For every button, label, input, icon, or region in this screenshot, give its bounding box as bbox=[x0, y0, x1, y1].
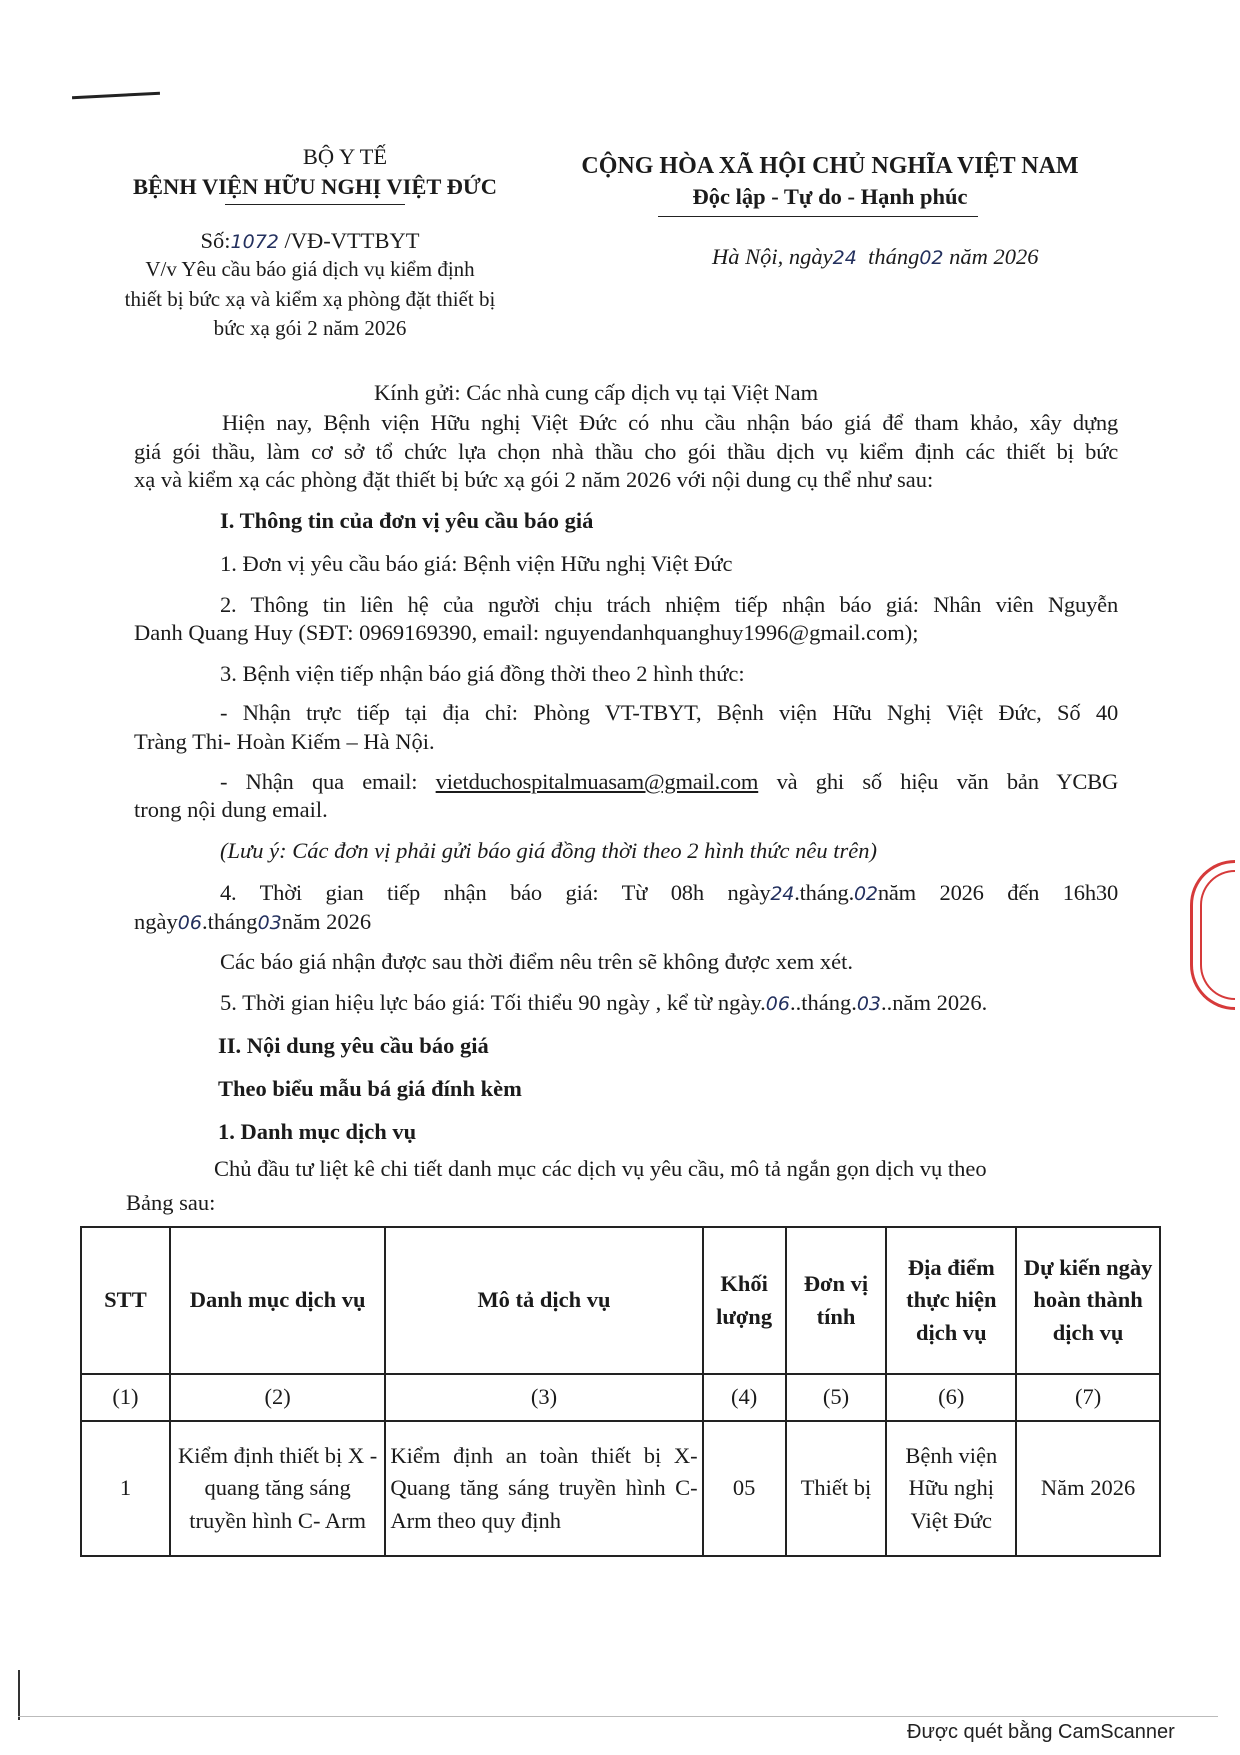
header-cell: Đơn vị tính bbox=[786, 1227, 887, 1374]
country-name: CỘNG HÒA XÃ HỘI CHỦ NGHĨA VIỆT NAM bbox=[581, 153, 1079, 179]
handwritten-day: 24 bbox=[832, 247, 857, 269]
intro-line-1: Hiện nay, Bệnh viện Hữu nghị Việt Đức có nhu cầu nhận báo giá để tham khảo, xây dựng bbox=[222, 410, 1118, 435]
index-cell: (5) bbox=[786, 1374, 887, 1421]
handwritten-number: 1072 bbox=[230, 231, 279, 253]
ministry-name: BỘ Y TẾ bbox=[302, 144, 388, 169]
header-cell: Danh mục dịch vụ bbox=[170, 1227, 386, 1374]
handwritten-month: 02 bbox=[919, 247, 944, 269]
table-header-row bbox=[81, 1227, 1160, 1374]
date-line: Hà Nội, ngày24 tháng02 năm 2026 bbox=[712, 244, 1039, 269]
list-intro: Chủ đầu tư liệt kê chi tiết danh mục các dịch vụ yêu cầu, mô tả ngắn gọn dịch vụ theo bbox=[214, 1156, 987, 1181]
hospital-underline bbox=[225, 204, 405, 205]
index-cell: (6) bbox=[886, 1374, 1016, 1421]
handwritten-month: 02 bbox=[854, 883, 878, 905]
scan-mark bbox=[72, 92, 160, 100]
header-cell: Khối lượng bbox=[703, 1227, 786, 1374]
cell-service: Kiểm định thiết bị X - quang tăng sáng truyền hình C- Arm bbox=[170, 1421, 386, 1556]
subsection-1-heading: 1. Danh mục dịch vụ bbox=[218, 1119, 417, 1144]
camscanner-watermark: Được quét bằng CamScanner bbox=[907, 1721, 1175, 1743]
item-2-line-1: 2. Thông tin liên hệ của người chịu trách nhiệm tiếp nhận báo giá: Nhân viên Nguyễn bbox=[220, 592, 1118, 617]
motto: Độc lập - Tự do - Hạnh phúc bbox=[692, 184, 968, 209]
cell-completion: Năm 2026 bbox=[1016, 1421, 1160, 1556]
index-cell: (3) bbox=[385, 1374, 702, 1421]
cell-unit: Thiết bị bbox=[786, 1421, 887, 1556]
list-intro-2: Bảng sau: bbox=[126, 1190, 216, 1215]
handwritten-day: 06 bbox=[177, 912, 202, 934]
cell-description: Kiểm định an toàn thiết bị X- Quang tăng sáng truyền hình C- Arm theo quy định bbox=[385, 1421, 702, 1556]
document-number: Số:1072 /VĐ-VTTBYT bbox=[200, 228, 420, 253]
item-3: 3. Bệnh viện tiếp nhận báo giá đồng thời theo 2 hình thức: bbox=[220, 661, 745, 686]
motto-underline bbox=[658, 216, 978, 217]
cell-location: Bệnh viện Hữu nghị Việt Đức bbox=[886, 1421, 1016, 1556]
section-1-heading: I. Thông tin của đơn vị yêu cầu báo giá bbox=[220, 508, 594, 533]
intro-line-3: xạ và kiểm xạ các phòng đặt thiết bị bức xạ gói 2 năm 2026 với nội dung cụ thể như sau: bbox=[134, 467, 934, 492]
item-4-line-2: ngày06.tháng03năm 2026 bbox=[134, 909, 372, 934]
service-table bbox=[80, 1226, 1161, 1557]
hospital-name: BỆNH VIỆN HỮU NGHỊ VIỆT ĐỨC bbox=[132, 174, 498, 199]
table-row bbox=[81, 1421, 1160, 1556]
header-cell: STT bbox=[81, 1227, 170, 1374]
subject-line-2: thiết bị bức xạ và kiểm xạ phòng đặt thiết bị bbox=[124, 287, 496, 311]
index-cell: (7) bbox=[1016, 1374, 1160, 1421]
scan-bottom-edge bbox=[18, 1716, 1218, 1717]
recipient: Kính gửi: Các nhà cung cấp dịch vụ tại Việt Nam bbox=[374, 380, 819, 405]
direct-line-2: Tràng Thi- Hoàn Kiếm – Hà Nội. bbox=[134, 729, 435, 754]
form-note: Theo biểu mẫu bá giá đính kèm bbox=[218, 1076, 522, 1101]
handwritten-day: 24 bbox=[770, 883, 795, 905]
intro-line-2: giá gói thầu, làm cơ sở tổ chức lựa chọn nhà thầu cho gói thầu dịch vụ kiểm định các thiết bị bức bbox=[134, 439, 1118, 464]
handwritten-month: 03 bbox=[856, 993, 882, 1015]
header-cell: Dự kiến ngày hoàn thành dịch vụ bbox=[1016, 1227, 1160, 1374]
red-stamp-inner-ring bbox=[1200, 870, 1235, 1000]
cell-quantity: 05 bbox=[703, 1421, 786, 1556]
email-link[interactable]: vietduchospitalmuasam@gmail.com bbox=[435, 769, 759, 794]
table-index-row bbox=[81, 1374, 1160, 1421]
item-5: 5. Thời gian hiệu lực báo giá: Tối thiểu 90 ngày , kể từ ngày.06..tháng.03..năm 2026. bbox=[220, 990, 988, 1015]
handwritten-month: 03 bbox=[257, 912, 282, 934]
header-cell: Địa điểm thực hiện dịch vụ bbox=[886, 1227, 1016, 1374]
subject-line-1: V/v Yêu cầu báo giá dịch vụ kiểm định bbox=[145, 257, 475, 281]
item-4-line-1: 4. Thời gian tiếp nhận báo giá: Từ 08h ngày24.tháng.02năm 2026 đến 16h30 bbox=[220, 880, 1118, 905]
scan-edge bbox=[18, 1670, 20, 1720]
index-cell: (4) bbox=[703, 1374, 786, 1421]
late-notice: Các báo giá nhận được sau thời điểm nêu trên sẽ không được xem xét. bbox=[220, 949, 854, 974]
cell-stt: 1 bbox=[81, 1421, 170, 1556]
item-1: 1. Đơn vị yêu cầu báo giá: Bệnh viện Hữu nghị Việt Đức bbox=[220, 551, 733, 576]
email-line-2: trong nội dung email. bbox=[134, 797, 328, 822]
direct-line-1: - Nhận trực tiếp tại địa chỉ: Phòng VT-TBYT, Bệnh viện Hữu Nghị Việt Đức, Số 40 bbox=[220, 700, 1118, 725]
header-cell: Mô tả dịch vụ bbox=[385, 1227, 702, 1374]
index-cell: (1) bbox=[81, 1374, 170, 1421]
note: (Lưu ý: Các đơn vị phải gửi báo giá đồng thời theo 2 hình thức nêu trên) bbox=[220, 838, 878, 863]
section-2-heading: II. Nội dung yêu cầu báo giá bbox=[218, 1033, 489, 1058]
handwritten-day: 06 bbox=[765, 993, 790, 1015]
email-line-1: - Nhận qua email: vietduchospitalmuasam@gmail.com và ghi số hiệu văn bản YCBG bbox=[220, 769, 1118, 794]
index-cell: (2) bbox=[170, 1374, 386, 1421]
item-2-line-2: Danh Quang Huy (SĐT: 0969169390, email: nguyendanhquanghuy1996@gmail.com); bbox=[134, 620, 919, 645]
subject-line-3: bức xạ gói 2 năm 2026 bbox=[213, 316, 407, 340]
